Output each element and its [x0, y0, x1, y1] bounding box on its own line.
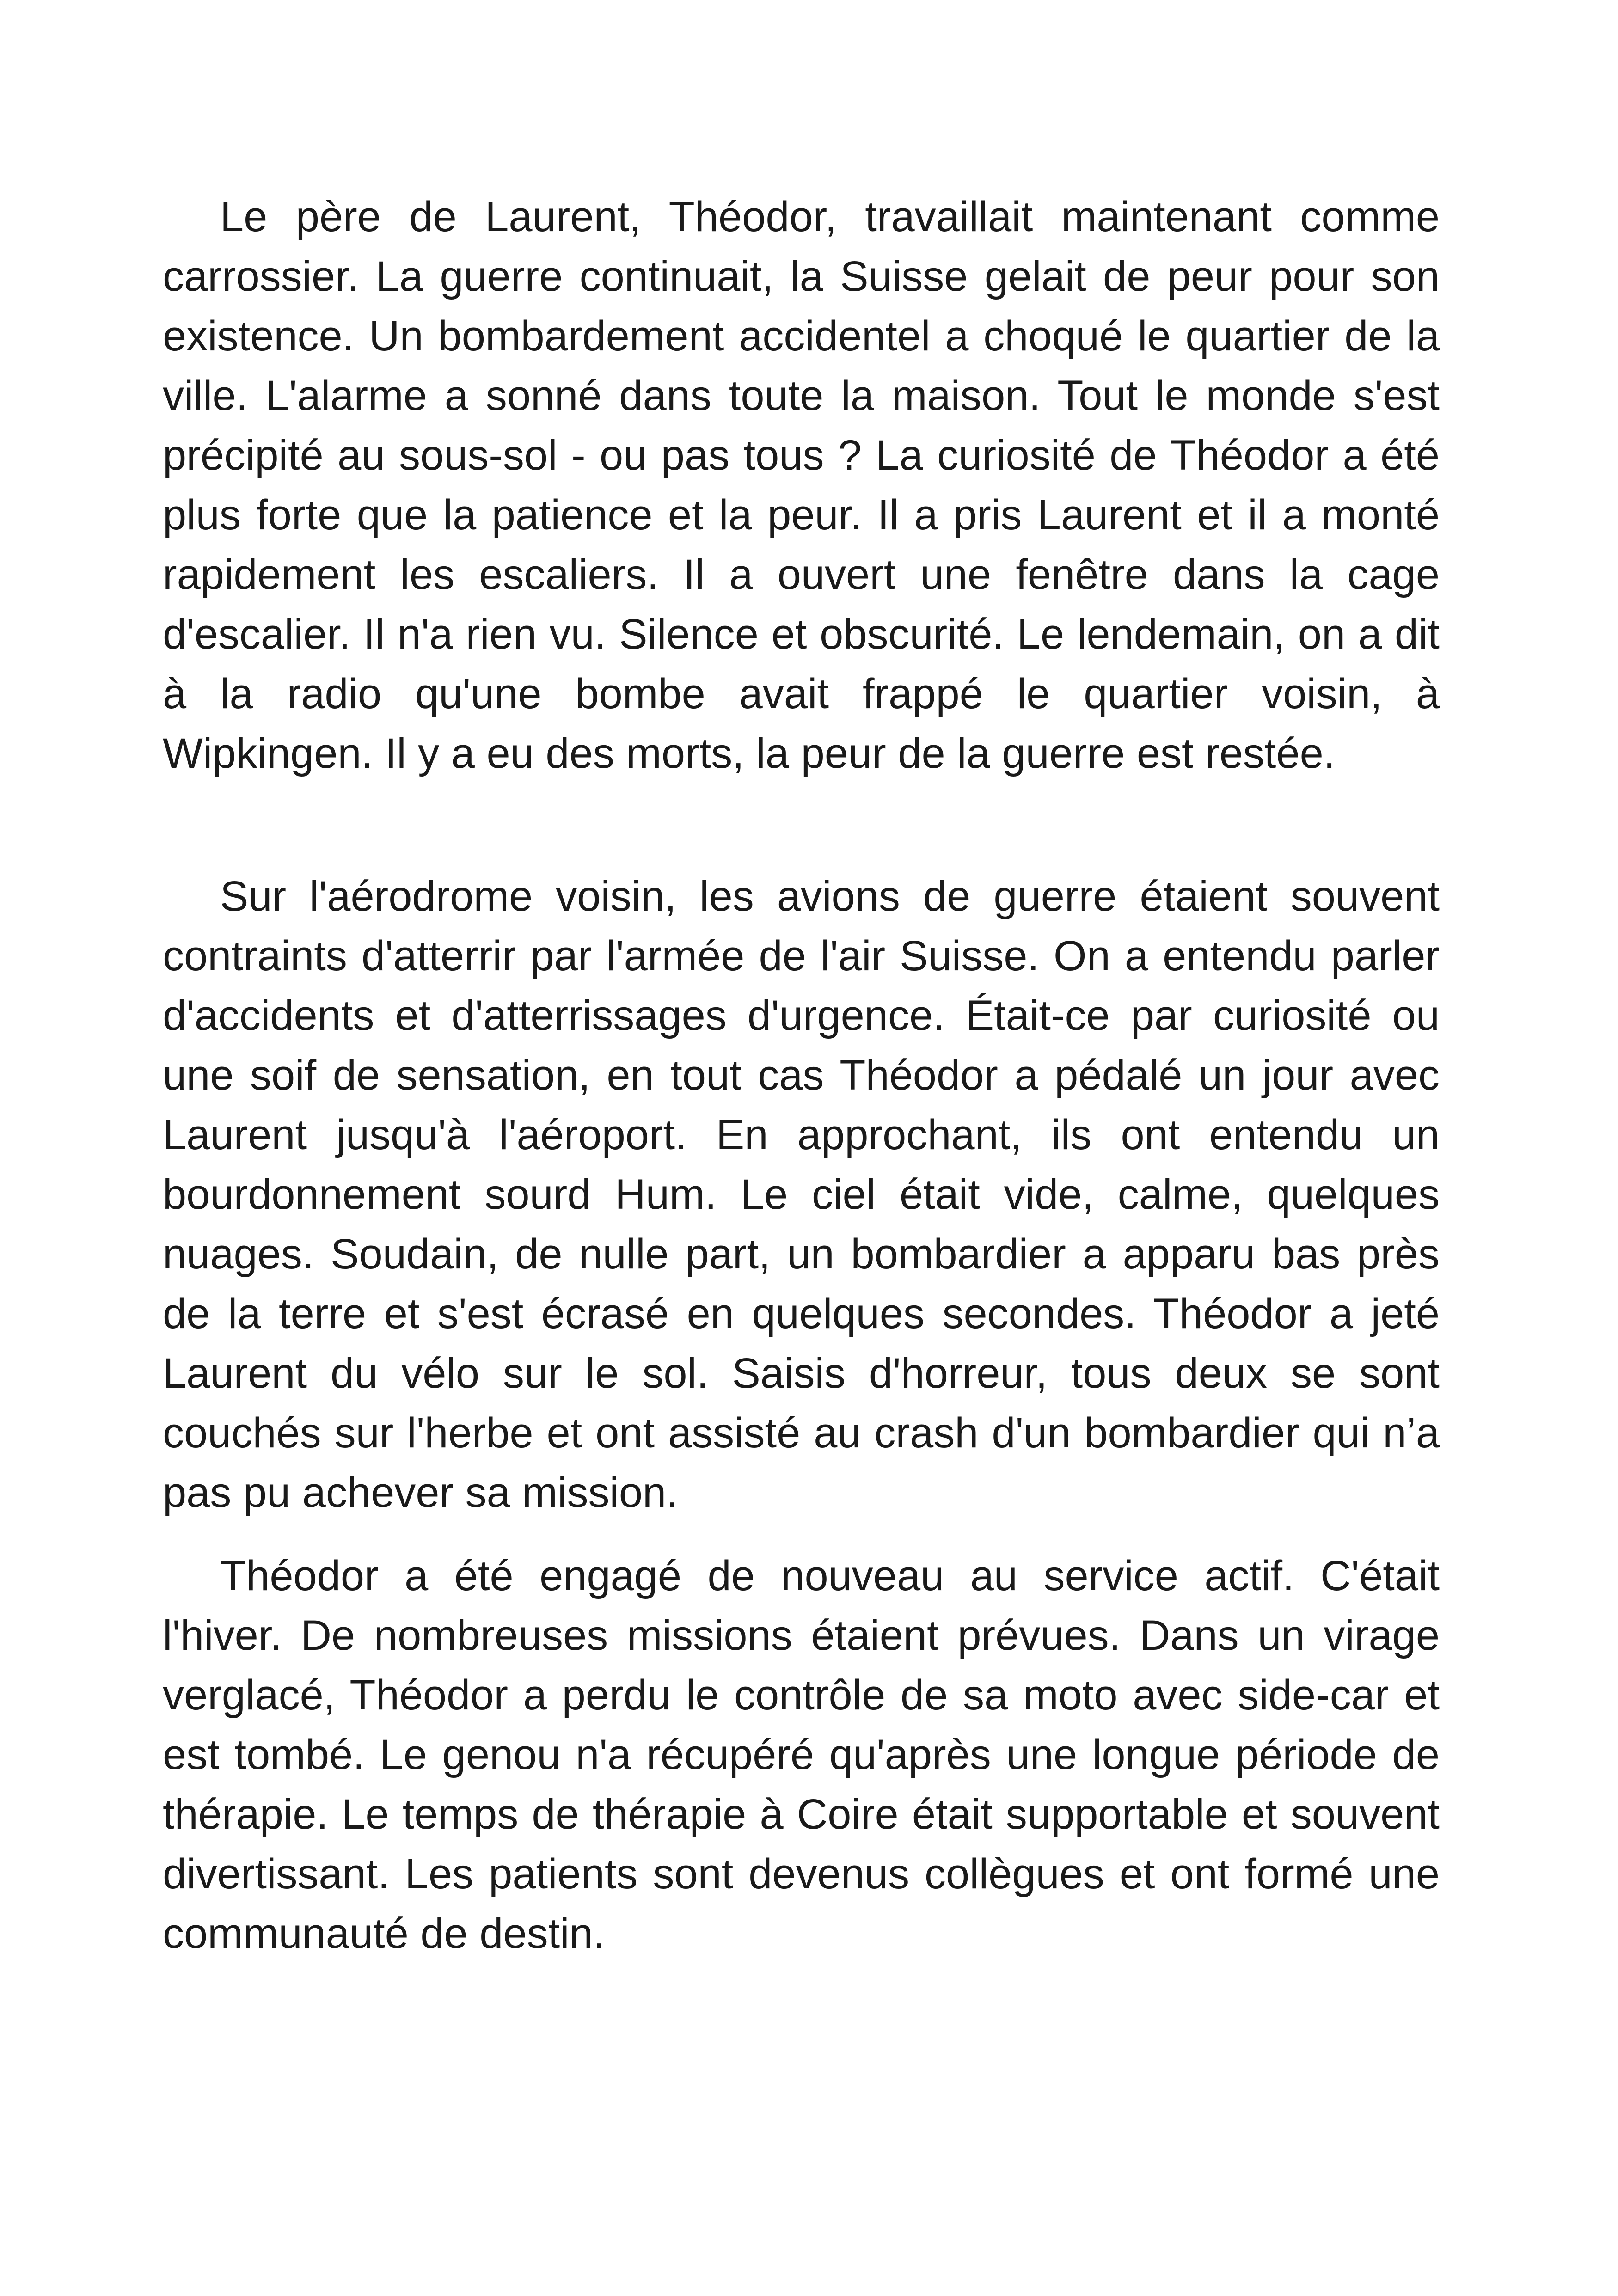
paragraph-2: Sur l'aérodrome voisin, les avions de guerre étaient souvent contraints d'atterrir par l'armée de l'air Suisse. On a entendu parler d'accidents et d'atterrissages d'urgence. Était-ce par curiosité ou une soif de sensation, en tout cas Théodor a pédalé un jour avec Laurent jusqu'à l'aéroport. En approchant, ils ont entendu un bourdonnement sourd Hum. Le ciel était vide, calme, quelques nuages. Soudain, de nulle part, un bombardier a apparu bas près de la terre et s'est écrasé en quelques secondes. Théodor a jeté Laurent du vélo sur le sol. Saisis d'horreur, tous deux se sont couchés sur l'herbe et ont assisté au crash d'un bombardier qui n’a pas pu achever sa mission. — [163, 873, 1440, 1516]
paragraph-1: Le père de Laurent, Théodor, travaillait maintenant comme carrossier. La guerre continuait, la Suisse gelait de peur pour son existence. Un bombardement accidentel a choqué le quartier de la ville. L'alarme a sonné dans toute la maison. Tout le monde s'est précipité au sous-sol - ou pas tous ? La curiosité de Théodor a été plus forte que la patience et la peur. Il a pris Laurent et il a monté rapidement les escaliers. Il a ouvert une fenêtre dans la cage d'escalier. Il n'a rien vu. Silence et obscurité. Le lendemain, on a dit à la radio qu'une bombe avait frappé le quartier voisin, à Wipkingen. Il y a eu des morts, la peur de la guerre est restée. — [163, 193, 1440, 777]
paragraph-3: Théodor a été engagé de nouveau au service actif. C'était l'hiver. De nombreuses missions étaient prévues. Dans un virage verglacé, Théodor a perdu le contrôle de sa moto avec side-car et est tombé. Le genou n'a récupéré qu'après une longue période de thérapie. Le temps de thérapie à Coire était supportable et souvent divertissant. Les patients sont devenus collègues et ont formé une communauté de destin. — [163, 1552, 1440, 1957]
